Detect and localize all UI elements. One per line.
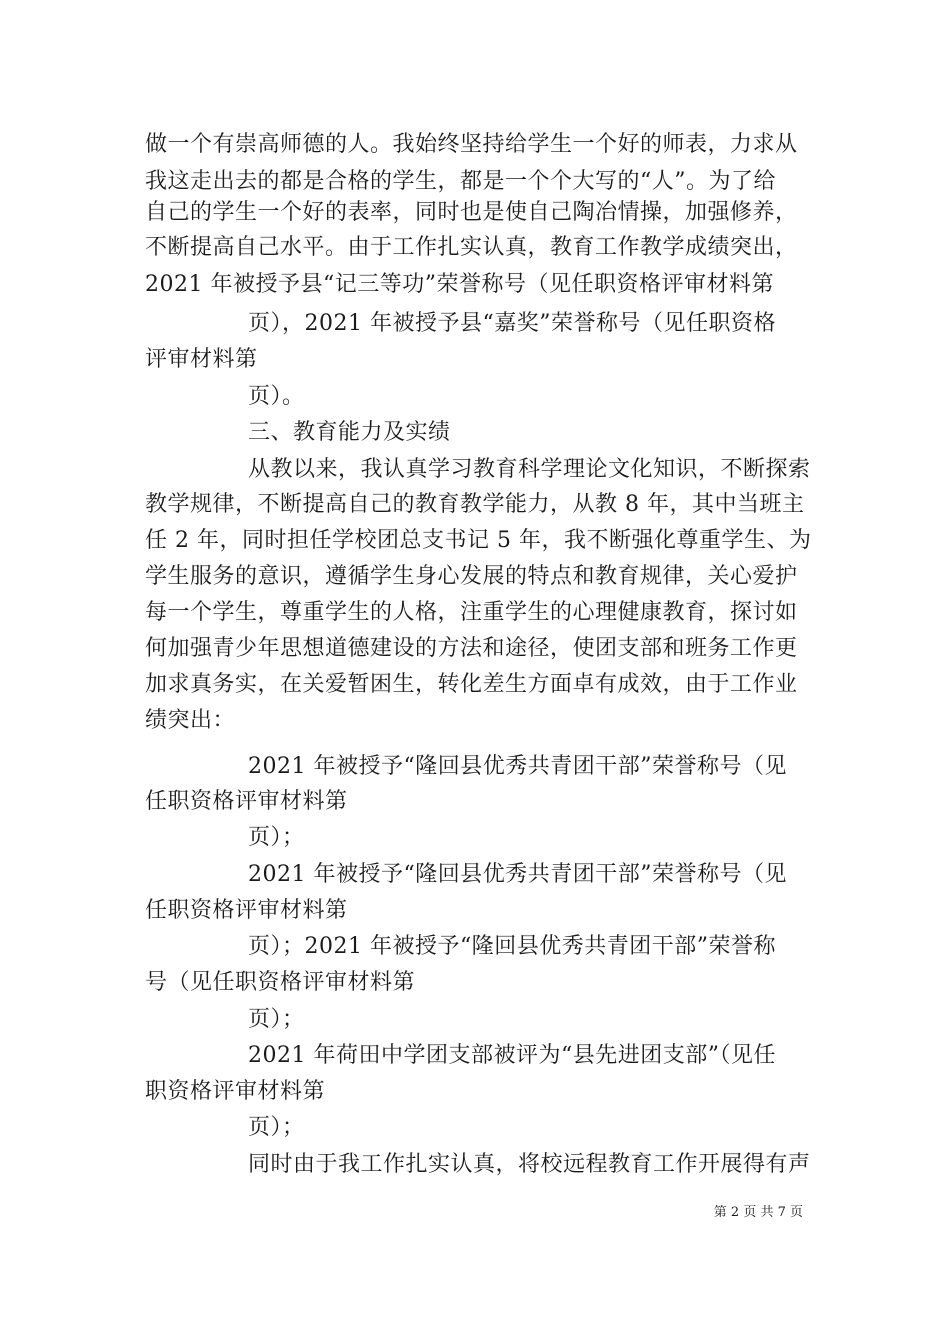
body-text-line: 评审材料第: [145, 347, 258, 372]
award-line: 职资格评审材料第: [145, 1079, 326, 1104]
award-line: 页）；: [248, 1007, 305, 1032]
body-text-line: 从教以来，我认真学习教育科学理论文化知识，不断探索: [248, 457, 811, 482]
body-text-line: 绩突出：: [145, 708, 236, 733]
award-line: 2021 年被授予“隆回县优秀共青团干部”荣誉称号（见: [248, 754, 787, 779]
award-line: 任职资格评审材料第: [145, 898, 348, 923]
award-line: 页）；: [248, 1115, 305, 1140]
body-text-line: 自己的学生一个好的表率，同时也是使自己陶冶情操，加强修养，: [145, 200, 798, 225]
body-text-line: 同时由于我工作扎实认真，将校远程教育工作开展得有声: [248, 1152, 811, 1177]
award-line: 2021 年被授予“隆回县优秀共青团干部”荣誉称号（见: [248, 862, 787, 887]
body-text-line: 加求真务实，在关爱暂困生，转化差生方面卓有成效，由于工作业: [145, 672, 798, 697]
body-text-line: 页）。: [248, 384, 305, 409]
page-number-footer: 第 2 页 共 7 页: [713, 1205, 803, 1220]
body-text-line: 不断提高自己水平。由于工作扎实认真，教育工作教学成绩突出，: [145, 235, 798, 260]
body-text-line: 2021 年被授予县“记三等功”荣誉称号（见任职资格评审材料第: [145, 272, 774, 297]
body-text-line: 何加强青少年思想道德建设的方法和途径，使团支部和班务工作更: [145, 636, 798, 661]
body-text-line: 任 2 年，同时担任学校团总支书记 5 年，我不断强化尊重学生、为: [145, 528, 812, 553]
body-text-line: 做一个有崇高师德的人。我始终坚持给学生一个好的师表，力求从: [145, 132, 798, 157]
body-text-line: 页），2021 年被授予县“嘉奖”荣誉称号（见任职资格: [248, 311, 776, 336]
award-line: 页）；2021 年被授予“隆回县优秀共青团干部”荣誉称: [248, 934, 776, 959]
body-text-line: 每一个学生，尊重学生的人格，注重学生的心理健康教育，探讨如: [145, 600, 798, 625]
award-line: 页）；: [248, 825, 305, 850]
award-line: 号（见任职资格评审材料第: [145, 970, 416, 995]
body-text-line: 教学规律，不断提高自己的教育教学能力，从教 8 年，其中当班主: [145, 492, 805, 517]
award-line: 任职资格评审材料第: [145, 789, 348, 814]
body-text-line: 学生服务的意识，遵循学生身心发展的特点和教育规律，关心爱护: [145, 564, 798, 589]
section-heading: 三、教育能力及实绩: [248, 420, 451, 445]
award-line: 2021 年荷田中学团支部被评为“县先进团支部”（见任: [248, 1043, 776, 1068]
body-text-line: 我这走出去的都是合格的学生，都是一个个大写的“人”。为了给: [145, 169, 776, 194]
